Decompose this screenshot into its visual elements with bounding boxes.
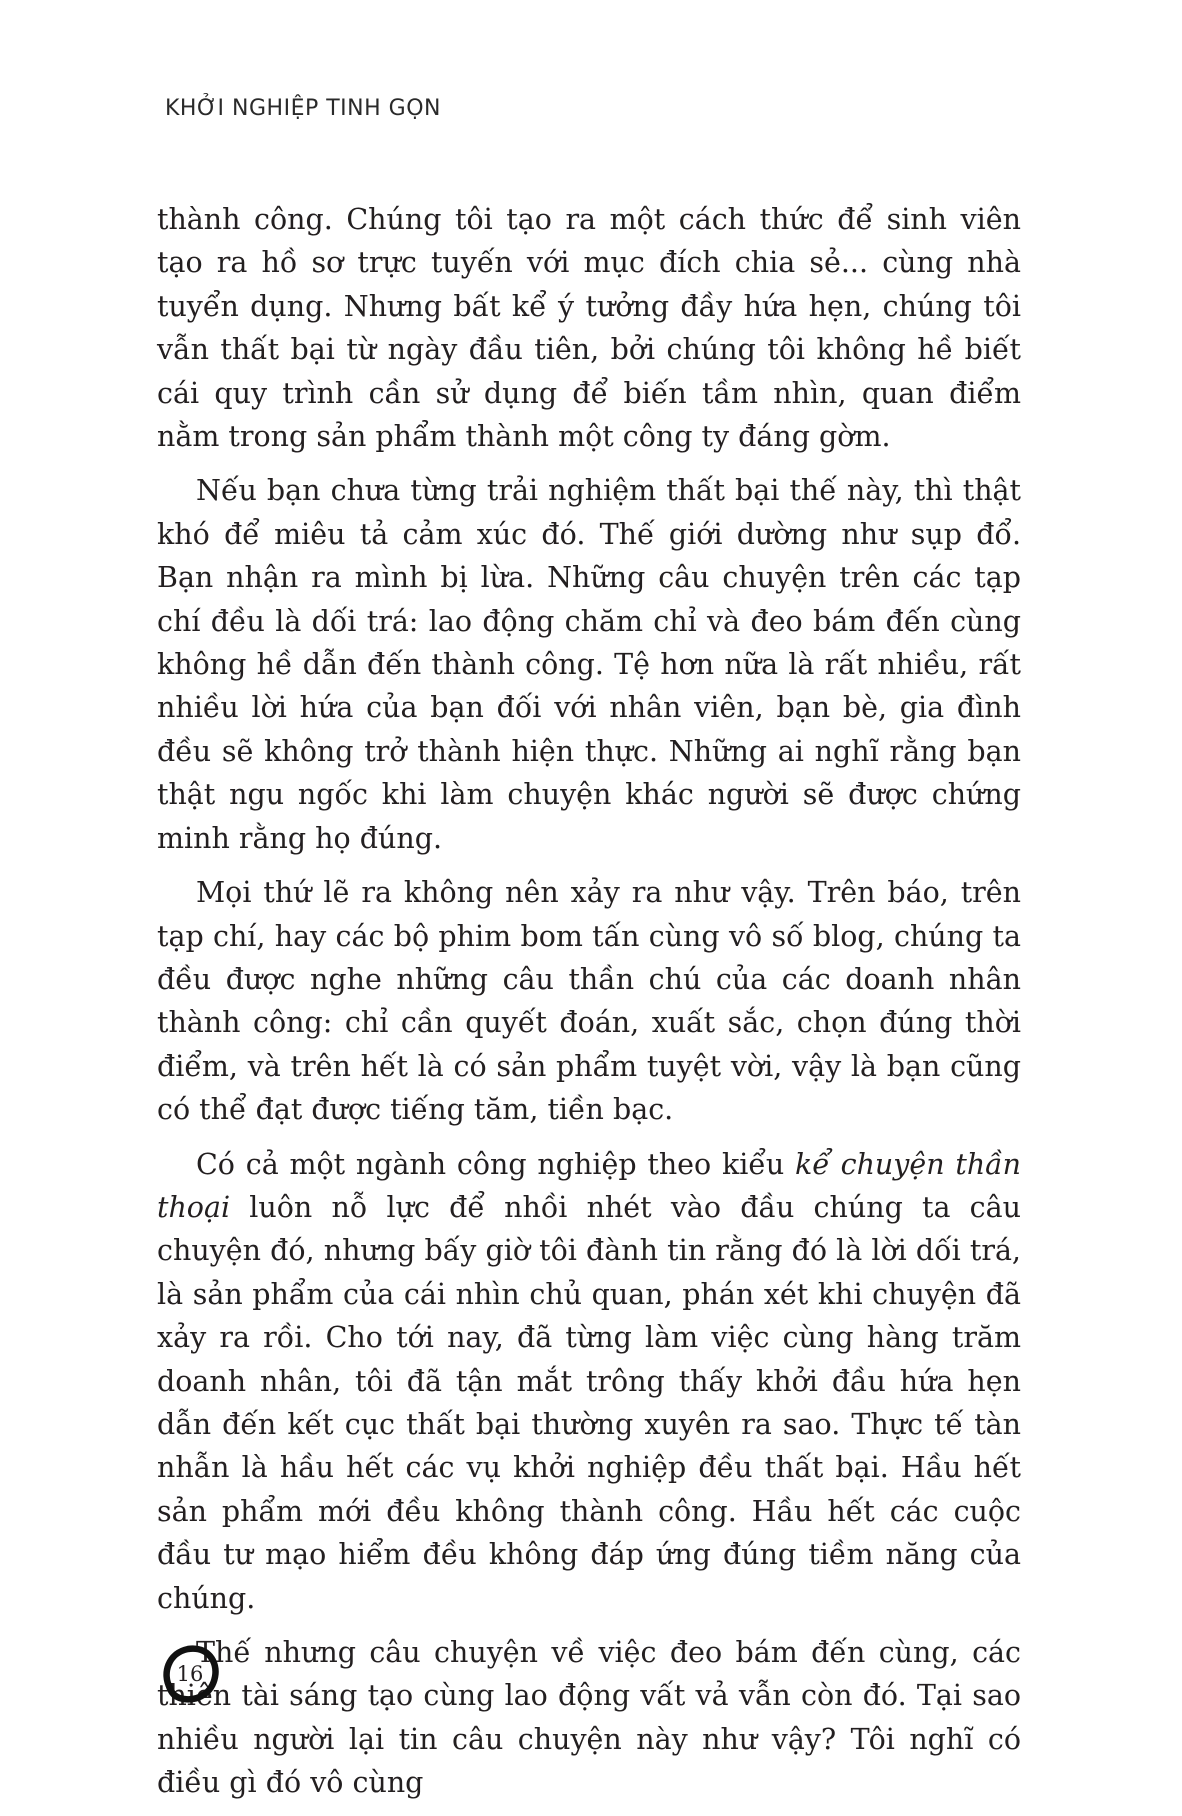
paragraph-3: Mọi thứ lẽ ra không nên xảy ra như vậy. Trên báo, trên tạp chí, hay các bộ phim bom tấn cùng vô số blog, chúng ta đều được nghe những câu thần chú của các doanh nhân thành công: chỉ cần quyết đoán, xuất sắc, chọn đúng thời điểm, và trên hết là có sản phẩm tuyệt vời, vậy là bạn cũng có thể đạt được tiếng tăm, tiền bạc.	[157, 876, 1021, 1127]
body-text	[157, 198, 1021, 1816]
running-header	[165, 96, 441, 121]
paragraph-4-lead: Có cả một ngành công nghiệp theo kiểu	[196, 1147, 796, 1181]
page-number-badge	[160, 1644, 220, 1704]
paragraph-4-rest: luôn nỗ lực để nhồi nhét vào đầu chúng ta câu chuyện đó, nhưng bấy giờ tôi đành tin rằng đó là lời dối trá, là sản phẩm của cái nhìn chủ quan, phán xét khi chuyện đã xảy ra rồi. Cho tới nay, đã từng làm việc cùng hàng trăm doanh nhân, tôi đã tận mắt trông thấy khởi đầu hứa hẹn dẫn đến kết cục thất bại thường xuyên ra sao. Thực tế tàn nhẫn là hầu hết các vụ khởi nghiệp đều thất bại. Hầu hết sản phẩm mới đều không thành công. Hầu hết các cuộc đầu tư mạo hiểm đều không đáp ứng đúng tiềm năng của chúng.	[157, 1190, 1021, 1615]
page-number: 16	[176, 1662, 204, 1686]
paragraph-4-emphasis: kể chuyện thần thoại	[157, 1147, 1021, 1224]
book-title: KHỞI NGHIỆP TINH GỌN	[165, 96, 441, 121]
paragraph-2: Nếu bạn chưa từng trải nghiệm thất bại thế này, thì thật khó để miêu tả cảm xúc đó. Thế giới dường như sụp đổ. Bạn nhận ra mình bị lừa. Những câu chuyện trên các tạp chí đều là dối trá: lao động chăm chỉ và đeo bám đến cùng không hề dẫn đến thành công. Tệ hơn nữa là rất nhiều, rất nhiều lời hứa của bạn đối với nhân viên, bạn bè, gia đình đều sẽ không trở thành hiện thực. Những ai nghĩ rằng bạn thật ngu ngốc khi làm chuyện khác người sẽ được chứng minh rằng họ đúng.	[157, 474, 1021, 855]
paragraph-4	[157, 1143, 1021, 1620]
paragraph-5: Thế nhưng câu chuyện về việc đeo bám đến cùng, các thiên tài sáng tạo cùng lao động vất vả vẫn còn đó. Tại sao nhiều người lại tin câu chuyện này như vậy? Tôi nghĩ có điều gì đó vô cùng	[157, 1636, 1021, 1800]
paragraph-1: thành công. Chúng tôi tạo ra một cách thức để sinh viên tạo ra hồ sơ trực tuyến với mục đích chia sẻ... cùng nhà tuyển dụng. Nhưng bất kể ý tưởng đầy hứa hẹn, chúng tôi vẫn thất bại từ ngày đầu tiên, bởi chúng tôi không hề biết cái quy trình cần sử dụng để biến tầm nhìn, quan điểm nằm trong sản phẩm thành một công ty đáng gờm.	[157, 203, 1021, 454]
